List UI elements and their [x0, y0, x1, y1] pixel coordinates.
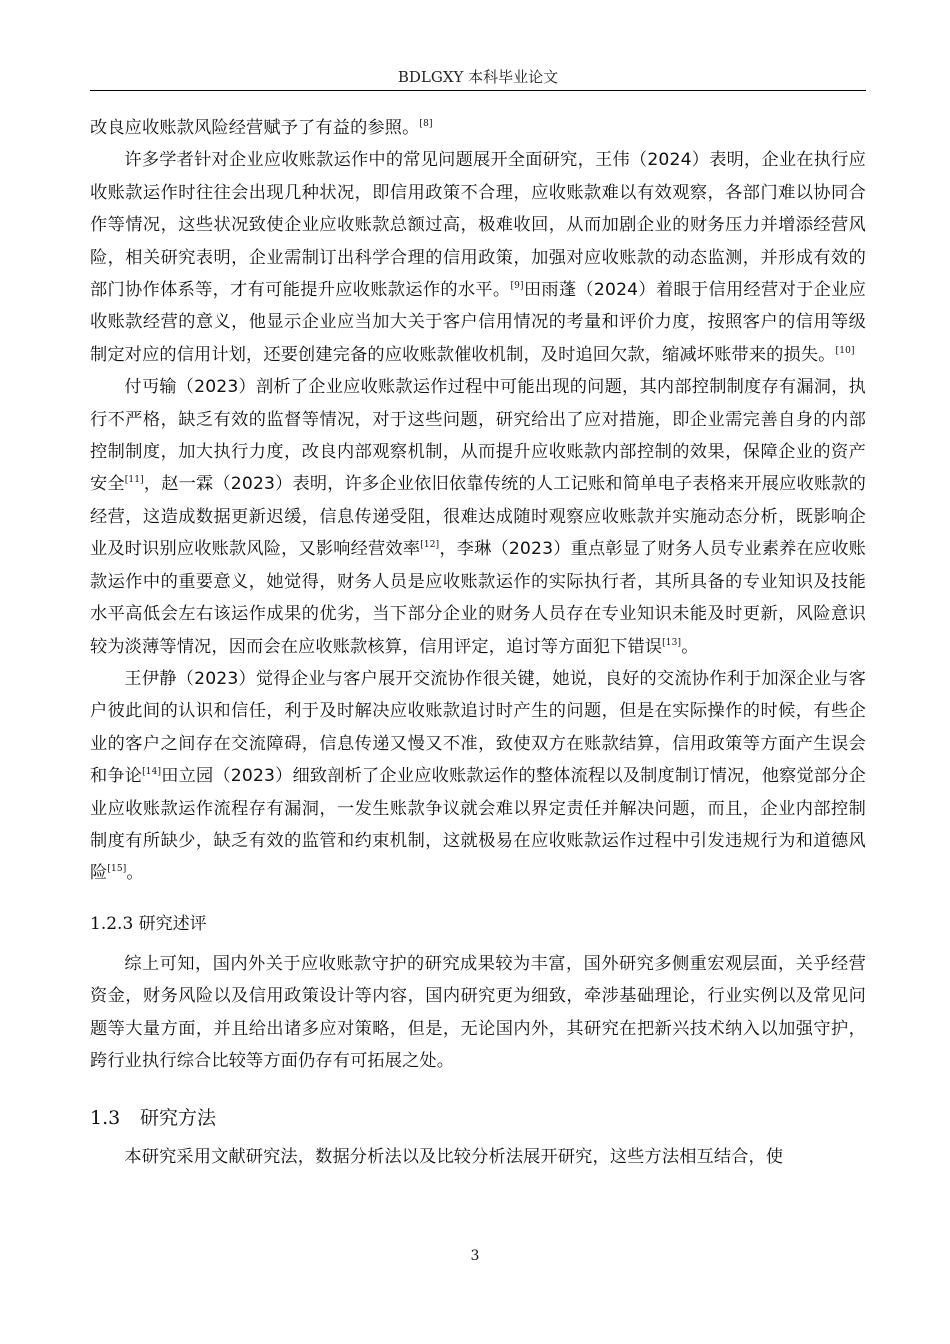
subsection-title: 研究述评 [138, 913, 207, 934]
citation-15: [15] [107, 864, 127, 875]
paragraph-2-text-b: ，赵一霖（2023）表明，许多企业依旧依靠传统的人工记账和简单电子表格来开展应收账款的经营，这造成数据更新迟缓，信息传递受阻，很难达成随时观察应收账款并实施动态分析，既影响企业及时识别应收账款风险，又影响经营效率 [90, 474, 866, 560]
header-rule [90, 90, 866, 91]
paragraph-5 [90, 1141, 866, 1173]
paragraph-2-text-d: 。 [681, 636, 699, 657]
running-header: BDLGXY 本科毕业论文 [397, 68, 559, 86]
citation-11: [11] [124, 475, 144, 486]
section-heading [90, 1101, 866, 1135]
paragraph-3-text-a: 王伊静（2023）觉得企业与客户展开交流协作很关键，她说，良好的交流协作利于加深企业与客户彼此间的认识和信任，利于及时解决应收账款追讨时产生的问题，但是在实际操作的时候，有些企业的客户之间存在交流障碍，信息传递又慢又不准，致使双方在账款结算，信用政策等方面产生误会和争论 [90, 668, 866, 787]
paragraph-3-text-b: 田立园（2023）细致剖析了企业应收账款运作的整体流程以及制度制订情况，他察觉部分企业应收账款运作流程存有漏洞，一发生账款争议就会难以界定责任并解决问题，而且，企业内部控制制度有所缺少，缺乏有效的监管和约束机制，这就极易在应收账款运作过程中引发违规行为和道德风险 [90, 766, 866, 884]
paragraph-4-text: 综上可知，国内外关于应收账款守护的研究成果较为丰富，国外研究多侧重宏观层面，关乎经营资金，财务风险以及信用政策设计等内容，国内研究更为细致，牵涉基础理论，行业实例以及常见问题等大量方面，并且给出诸多应对策略，但是，无论国内外，其研究在把新兴技术纳入以加强守护，跨行业执行综合比较等方面仍存有可拓展之处。 [90, 953, 866, 1071]
subsection-number: 1.2.3 [90, 913, 134, 934]
paragraph-0-text: 改良应收账款风险经营赋予了有益的参照。 [90, 118, 420, 138]
paragraph-0 [90, 112, 866, 144]
paragraph-4 [90, 948, 866, 1078]
citation-9: [9] [510, 281, 524, 292]
page-number: 3 [470, 1248, 480, 1264]
citation-8: [8] [419, 119, 433, 129]
paragraph-1-text-b: 田雨蓬（2024）着眼于信用经营对于企业应收账款经营的意义，他显示企业应当加大关于客户信用情况的考量和评价力度，按照客户的信用等级制定对应的信用计划，还要创建完备的应收账款催收机制，及时追回欠款，缩减坏账带来的损失。 [90, 280, 866, 365]
citation-13: [13] [662, 637, 682, 648]
paragraph-2 [90, 371, 866, 663]
paragraph-3-text-c: 。 [126, 863, 144, 884]
subsection-heading [90, 908, 866, 940]
paragraph-3 [90, 663, 866, 890]
section-number: 1.3 [90, 1107, 121, 1130]
paragraph-2-text-a: 付丏输（2023）剖析了企业应收账款运作过程中可能出现的问题，其内部控制制度存有漏洞，执行不严格，缺乏有效的监督等情况，对于这些问题，研究给出了应对措施，即企业需完善自身的内部控制制度，加大执行力度，改良内部观察机制，从而提升应收账款内部控制的效果，保障企业的资产安全 [90, 377, 866, 495]
paragraph-5-text: 本研究采用文献研究法，数据分析法以及比较分析法展开研究，这些方法相互结合，使 [124, 1147, 784, 1168]
citation-10: [10] [835, 345, 855, 356]
paragraph-1 [90, 144, 866, 371]
paragraph-2-text-c: ，李琳（2023）重点彰显了财务人员专业素养在应收账款运作中的重要意义，她觉得，财务人员是应收账款运作的实际执行者，其所具备的专业知识及技能水平高低会左右该运作成果的优劣，当下部分企业的财务人员存在专业知识未能及时更新，风险意识较为淡薄等情况，因而会在应收账款核算，信用评定，追讨等方面犯下错误 [90, 539, 866, 657]
citation-12: [12] [420, 540, 440, 551]
citation-14: [14] [142, 767, 162, 778]
page-body [90, 112, 866, 1174]
section-title: 研究方法 [140, 1107, 217, 1130]
paragraph-1-text-a: 许多学者针对企业应收账款运作中的常见问题展开全面研究，王伟（2024）表明，企业在执行应收账款运作时往往会出现几种状况，即信用政策不合理，应收账款难以有效观察，各部门难以协同合作等情况，这些状况致使企业应收账款总额过高，极难收回，从而加剧企业的财务压力并增添经营风险，相关研究表明，企业需制订出科学合理的信用政策，加强对应收账款的动态监测，并形成有效的部门协作体系等，才有可能提升应收账款运作的水平。 [90, 150, 866, 301]
